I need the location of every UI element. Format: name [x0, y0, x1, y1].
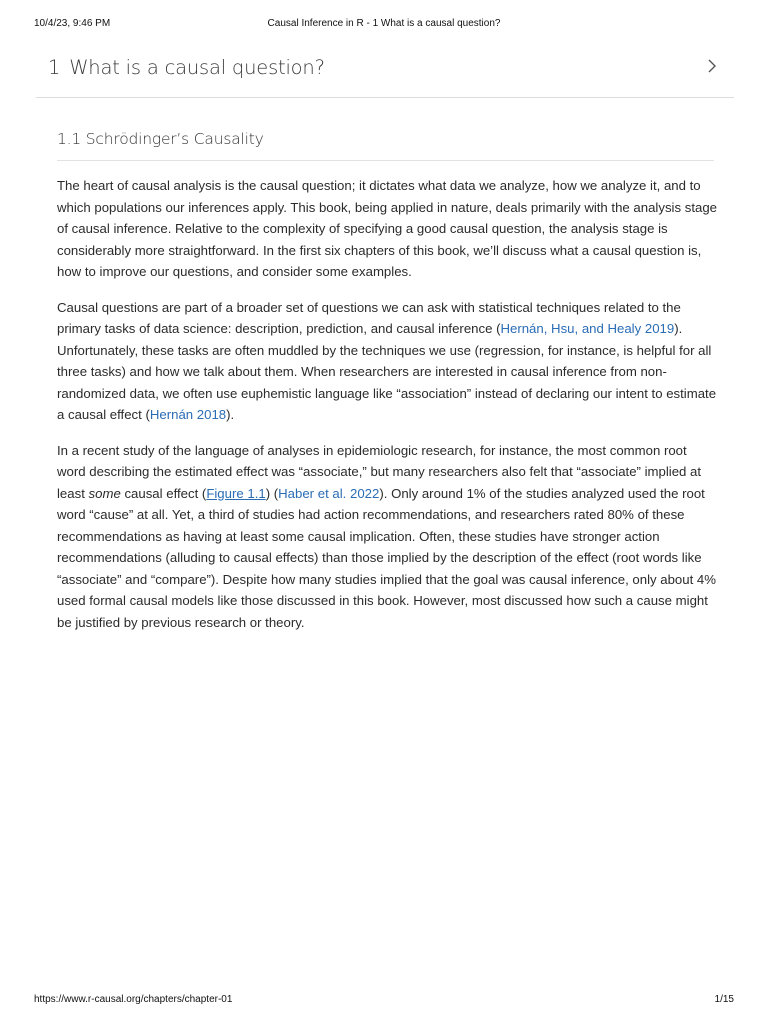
paragraph-3-text-d: ). Only around 1% of the studies analyzed used the root word “cause” at all. Yet, a third of studies had action recommendations, and researchers rated 80% of these recommendations as having at least some causal implication. Often, these studies have stronger action recommendations (alluding to causal effects) than those implied by the description of the effect (root words like “associate” and “compare”). Despite how many studies implied that the goal was causal inference, only about 4% used formal causal models like those discussed in this book. However, most discussed how such a cause might be justified by previous research or theory. — [57, 485, 716, 630]
chapter-body — [57, 175, 717, 647]
section-title: 1.1 Schrödinger’s Causality — [57, 130, 714, 161]
emphasis-some: some — [88, 485, 121, 501]
print-document-title: Causal Inference in R - 1 What is a causal question? — [267, 18, 501, 29]
paragraph-2 — [57, 297, 717, 426]
print-datetime: 10/4/23, 9:46 PM — [34, 18, 111, 29]
chevron-right-icon[interactable] — [706, 56, 718, 76]
citation-hernan-2018[interactable]: Hernán 2018 — [149, 407, 227, 422]
paragraph-3-text-c: ) ( — [265, 485, 279, 501]
paragraph-2-text-b: ). Unfortunately, these tasks are often muddled by the techniques we use (regression, for instance, is helpful for all three tasks) and how we talk about them. When researchers are interested in causal inference from non-randomized data, we often use euphemistic language like “association” instead of declaring our intent to estimate a causal effect ( — [57, 321, 717, 422]
chapter-title-text: What is a causal question? — [69, 56, 325, 79]
chapter-title — [48, 56, 325, 79]
print-header — [34, 18, 734, 32]
print-url: https://www.r-causal.org/chapters/chapter-01 — [34, 994, 233, 1005]
chapter-number: 1 — [48, 56, 61, 79]
figure-1-1-link[interactable]: Figure 1.1 — [206, 485, 266, 501]
paragraph-2-text-a: Causal questions are part of a broader set of questions we can ask with statistical techniques related to the primary tasks of data science: description, prediction, and causal inference ( — [57, 299, 681, 336]
chapter-header — [36, 50, 734, 98]
citation-haber-2022[interactable]: Haber et al. 2022 — [278, 485, 380, 501]
paragraph-3 — [57, 440, 717, 634]
citation-hernan-hsu-healy-2019[interactable]: Hernán, Hsu, and Healy 2019 — [500, 321, 675, 336]
paragraph-3-text-b: causal effect ( — [120, 485, 207, 501]
paragraph-2-text-c: ). — [226, 407, 235, 422]
page-number: 1/15 — [714, 994, 734, 1005]
print-footer — [34, 994, 734, 1008]
paragraph-1: The heart of causal analysis is the causal question; it dictates what data we analyze, how we analyze it, and to which populations our inferences apply. This book, being applied in nature, deals primarily with the analysis stage of causal inference. Relative to the complexity of specifying a good causal question, the analysis stage is considerably more straightforward. In the first six chapters of this book, we’ll discuss what a causal question is, how to improve our questions, and consider some examples. — [57, 178, 717, 279]
paragraph-3-text-a: In a recent study of the language of analyses in epidemiologic research, for instance, the most common root word describing the estimated effect was “associate,” but many researchers also felt that “associate” implied at least — [57, 442, 702, 501]
